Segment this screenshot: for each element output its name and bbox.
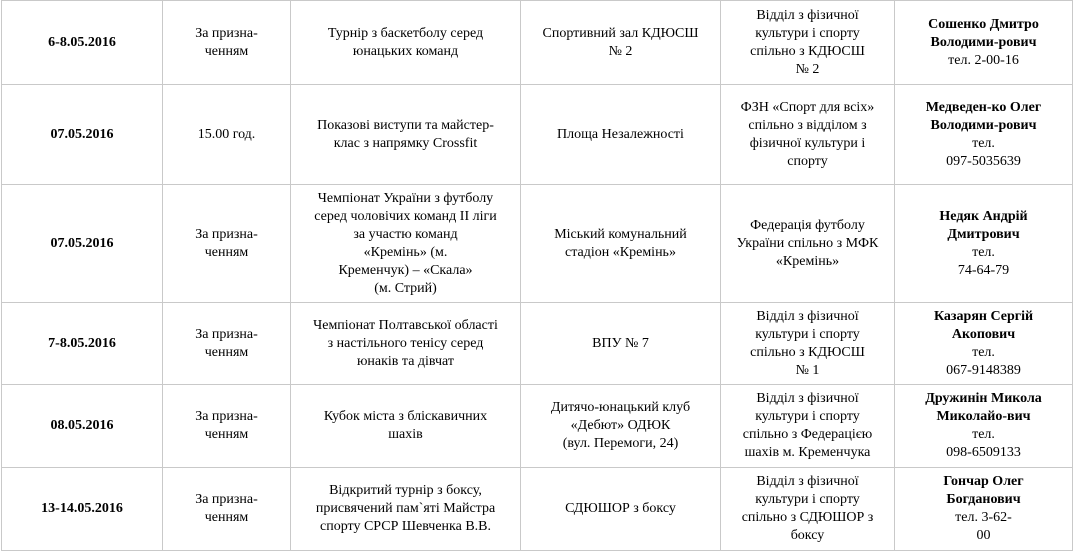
time-cell: За призна- ченням [163, 303, 291, 385]
table-row [2, 1, 1073, 85]
venue-cell: Спортивний зал КДЮСШ № 2 [521, 1, 721, 85]
organizer-cell: Відділ з фізичної культури і спорту спільно з КДЮСШ № 2 [721, 1, 895, 85]
contact-name: Недяк Андрій Дмитрович [939, 208, 1028, 242]
time-cell: За призна- ченням [163, 1, 291, 85]
event-cell: Показові виступи та майстер- клас з напрямку Crossfit [291, 85, 521, 185]
organizer-cell: Відділ з фізичної культури і спорту спільно з КДЮСШ № 1 [721, 303, 895, 385]
events-table [1, 0, 1073, 551]
table-row [2, 303, 1073, 385]
date-cell: 13-14.05.2016 [2, 468, 163, 551]
contact-name: Казарян Сергій Акопович [933, 308, 1034, 342]
event-cell: Чемпіонат Полтавської області з настільного тенісу серед юнаків та дівчат [291, 303, 521, 385]
contact-cell [895, 385, 1073, 468]
contact-name: Гончар Олег Богданович [943, 474, 1024, 507]
venue-cell: Міський комунальний стадіон «Кремінь» [521, 185, 721, 303]
time-cell: За призна- ченням [163, 185, 291, 303]
contact-phone: тел. 74-64-79 [957, 244, 1010, 278]
contact-cell [895, 85, 1073, 185]
contact-phone: тел. 2-00-16 [948, 52, 1019, 68]
organizer-cell: ФЗН «Спорт для всіх» спільно з відділом з фізичної культури і спорту [721, 85, 895, 185]
contact-cell [895, 1, 1073, 85]
time-cell: За призна- ченням [163, 468, 291, 551]
organizer-cell: Відділ з фізичної культури і спорту спільно з Федерацією шахів м. Кременчука [721, 385, 895, 468]
date-cell: 07.05.2016 [2, 185, 163, 303]
date-cell: 08.05.2016 [2, 385, 163, 468]
date-cell: 6-8.05.2016 [2, 1, 163, 85]
event-cell: Кубок міста з бліскавичних шахів [291, 385, 521, 468]
contact-phone: тел. 3-62- 00 [955, 510, 1012, 543]
event-cell: Відкритий турнір з боксу, присвячений пам`яті Майстра спорту СРСР Шевченка В.В. [291, 468, 521, 551]
contact-phone: тел. 098-6509133 [946, 427, 1021, 460]
contact-name: Дружинін Микола Миколайо-вич [925, 391, 1042, 424]
table-row [2, 468, 1073, 551]
table-row [2, 385, 1073, 468]
contact-name: Сошенко Дмитро Володими-рович [928, 16, 1039, 50]
venue-cell: Дитячо-юнацький клуб «Дебют» ОДЮК (вул. Перемоги, 24) [521, 385, 721, 468]
venue-cell: Площа Незалежності [521, 85, 721, 185]
date-cell: 07.05.2016 [2, 85, 163, 185]
time-cell: За призна- ченням [163, 385, 291, 468]
organizer-cell: Відділ з фізичної культури і спорту спільно з СДЮШОР з боксу [721, 468, 895, 551]
contact-cell [895, 185, 1073, 303]
table-row [2, 85, 1073, 185]
event-cell: Турнір з баскетболу серед юнацьких команд [291, 1, 521, 85]
event-cell: Чемпіонат України з футболу серед чоловічих команд ІІ ліги за участю команд «Кремінь» (м. Кременчук) – «Скала» (м. Стрий) [291, 185, 521, 303]
date-cell: 7-8.05.2016 [2, 303, 163, 385]
table-row [2, 185, 1073, 303]
contact-phone: тел. 097-5035639 [946, 135, 1021, 169]
contact-cell [895, 468, 1073, 551]
venue-cell: ВПУ № 7 [521, 303, 721, 385]
events-table-body [2, 1, 1073, 551]
organizer-cell: Федерація футболу України спільно з МФК «Кремінь» [721, 185, 895, 303]
venue-cell: СДЮШОР з боксу [521, 468, 721, 551]
contact-phone: тел. 067-9148389 [946, 344, 1021, 378]
contact-name: Медведен-ко Олег Володими-рович [925, 99, 1042, 133]
time-cell: 15.00 год. [163, 85, 291, 185]
contact-cell [895, 303, 1073, 385]
